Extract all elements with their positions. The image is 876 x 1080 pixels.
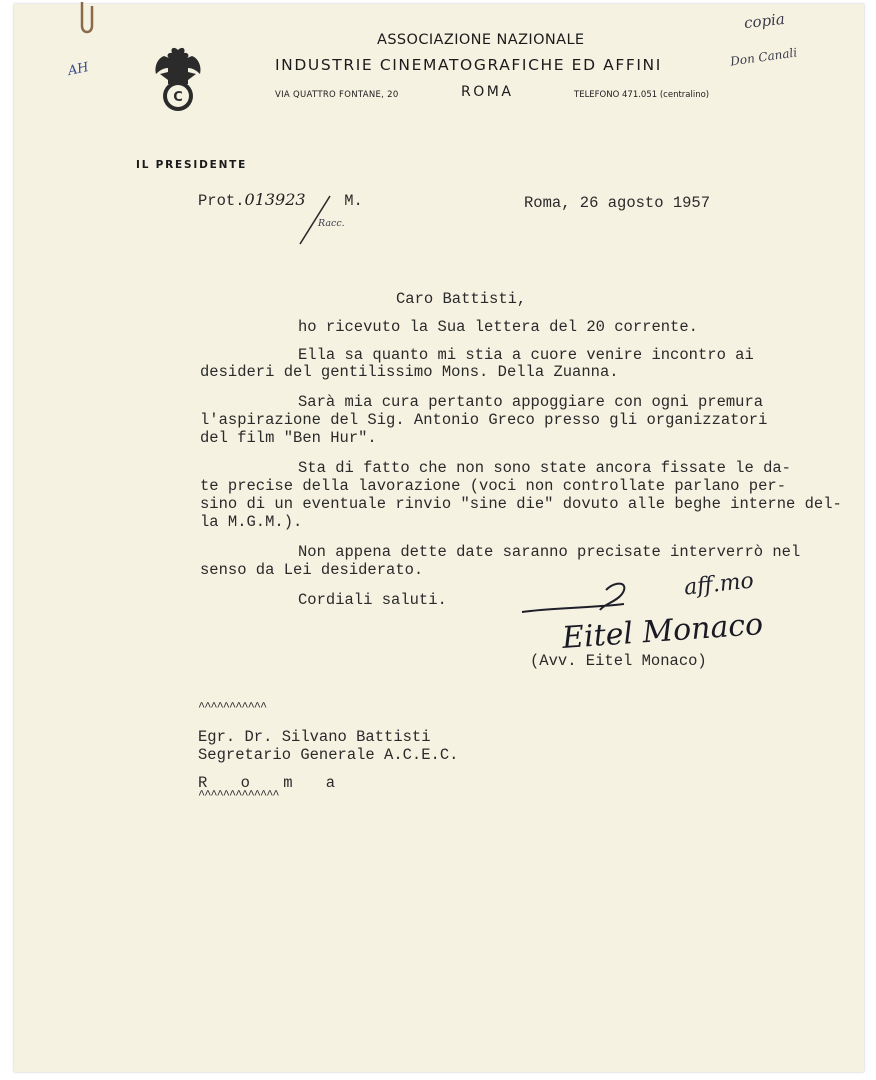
annotation-copy: copia <box>743 9 786 33</box>
body-line: del film "Ben Hur". <box>200 429 377 447</box>
signature-typed: (Avv. Eitel Monaco) <box>530 652 707 670</box>
letter-page <box>14 4 864 1072</box>
body-line: la M.G.M.). <box>200 513 303 531</box>
annotation-recipient-name: Don Canali <box>729 45 798 69</box>
recipient-name: Egr. Dr. Silvano Battisti <box>198 728 431 746</box>
protocol-line <box>198 190 363 210</box>
recipient-marks-top: ^^^^^^^^^^^ <box>198 700 267 714</box>
org-phone: TELEFONO 471.051 (centralino) <box>574 90 710 100</box>
protocol-suffix: M. <box>344 192 363 210</box>
signature-handwritten: Eitel Monaco <box>561 607 765 656</box>
org-city: ROMA <box>461 84 514 100</box>
eagle-emblem-icon <box>150 44 206 116</box>
office-title: IL PRESIDENTE <box>136 159 248 171</box>
body-line: senso da Lei desiderato. <box>200 561 424 579</box>
annotation-left-margin: AH <box>66 60 91 79</box>
body-line: Ella sa quanto mi stia a cuore venire incontro ai <box>298 346 754 364</box>
salutation: Caro Battisti, <box>396 290 527 308</box>
org-address: VIA QUATTRO FONTANE, 20 <box>275 90 399 100</box>
body-line: te precise della lavorazione (voci non controllate parlano per- <box>200 477 786 495</box>
recipient-title: Segretario Generale A.C.E.C. <box>198 746 459 764</box>
protocol-number: 013923 <box>244 190 306 209</box>
recipient-marks-bottom: ^^^^^^^^^^^^^ <box>198 788 279 802</box>
protocol-prefix: Prot. <box>198 192 245 210</box>
body-line: Sta di fatto che non sono state ancora fissate le da- <box>298 459 791 477</box>
protocol-note: Racc. <box>318 218 345 229</box>
org-name-line2: INDUSTRIE CINEMATOGRAFICHE ED AFFINI <box>275 56 662 74</box>
org-name-line1: ASSOCIAZIONE NAZIONALE <box>377 32 585 48</box>
body-line: Non appena dette date saranno precisate interverrò nel <box>298 543 801 561</box>
closing: Cordiali saluti. <box>298 591 447 609</box>
body-line: Sarà mia cura pertanto appoggiare con ogni premura <box>298 393 764 411</box>
date-line: Roma, 26 agosto 1957 <box>524 194 711 212</box>
svg-text:C: C <box>173 90 183 105</box>
body-line: desideri del gentilissimo Mons. Della Zuanna. <box>200 363 619 381</box>
signature-note: aff.mo <box>682 568 755 601</box>
body-line: l'aspirazione del Sig. Antonio Greco presso gli organizzatori <box>200 411 768 429</box>
paper-clip-icon <box>76 0 98 40</box>
recipient-city: R o m a <box>198 774 348 792</box>
body-line: sino di un eventuale rinvio "sine die" dovuto alle beghe interne del- <box>200 495 842 513</box>
body-line: ho ricevuto la Sua lettera del 20 corrente. <box>298 318 698 336</box>
